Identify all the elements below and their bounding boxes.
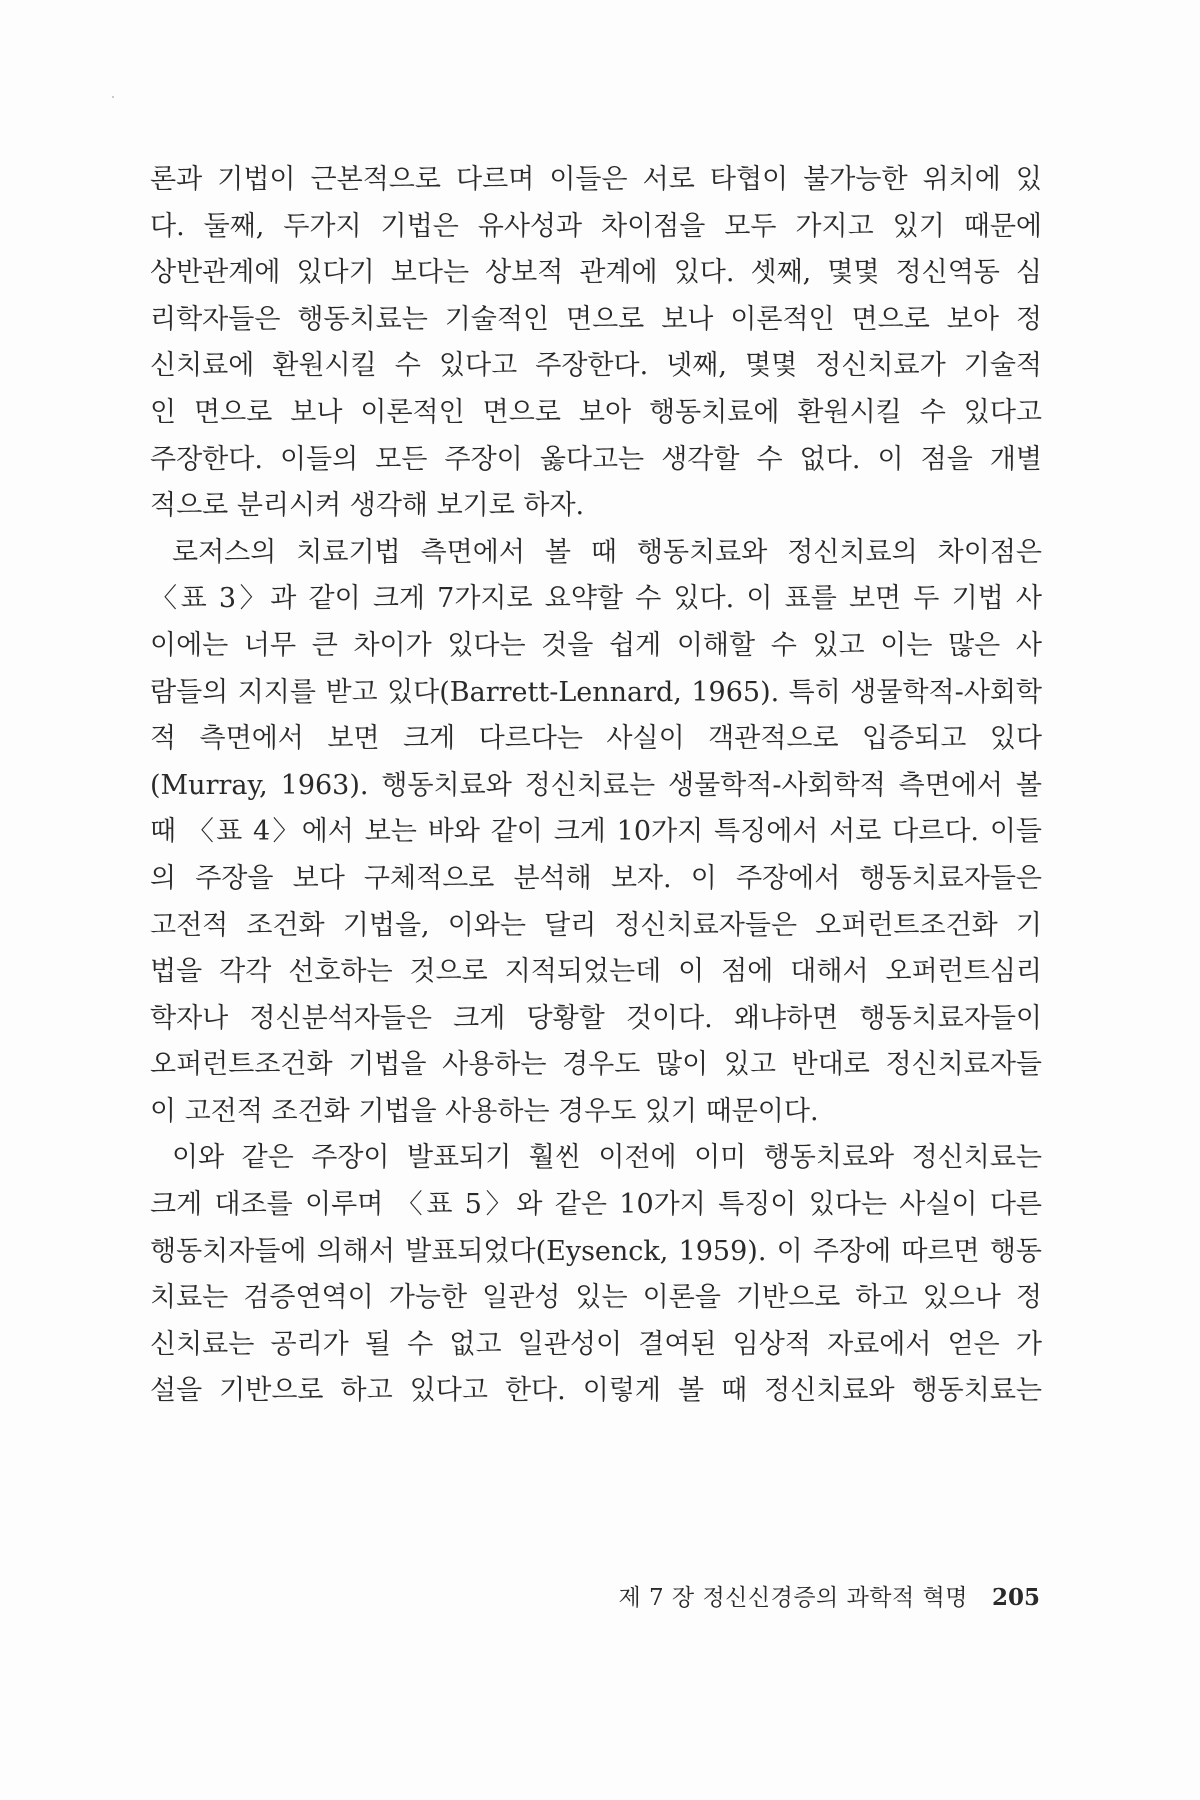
text-line: 신치료는 공리가 될 수 없고 일관성이 결여된 임상적 자료에서 얻은 가 [150, 1328, 1042, 1360]
text-line: 주장한다. 이들의 모든 주장이 옳다고는 생각할 수 없다. 이 점을 개별 [150, 443, 1042, 475]
text-line: 법을 각각 선호하는 것으로 지적되었는데 이 점에 대해서 오퍼런트심리 [150, 956, 1042, 988]
running-header-chapter-title: 제 7 장 정신신경증의 과학적 혁명 [618, 1585, 968, 1611]
text-line: 리학자들은 행동치료는 기술적인 면으로 보나 이론적인 면으로 보아 정 [150, 303, 1042, 335]
body-text [150, 157, 1042, 1415]
page-footer [560, 1579, 1040, 1612]
text-line: 때 〈표 4〉에서 보는 바와 같이 크게 10가지 특징에서 서로 다르다. 이들 [150, 816, 1042, 848]
page-number: 205 [991, 1584, 1040, 1611]
text-line: 인 면으로 보나 이론적인 면으로 보아 행동치료에 환원시킬 수 있다고 [150, 396, 1042, 428]
text-line: 적 측면에서 보면 크게 다르다는 사실이 객관적으로 입증되고 있다 [150, 723, 1042, 755]
paper-speck [112, 96, 114, 98]
text-line: 크게 대조를 이루며 〈표 5〉와 같은 10가지 특징이 있다는 사실이 다른 [150, 1189, 1042, 1221]
text-line: 고전적 조건화 기법을, 이와는 달리 정신치료자들은 오퍼런트조건화 기 [150, 909, 1042, 941]
text-line: 신치료에 환원시킬 수 있다고 주장한다. 넷째, 몇몇 정신치료가 기술적 [150, 350, 1042, 382]
text-line: 상반관계에 있다기 보다는 상보적 관계에 있다. 셋째, 몇몇 정신역동 심 [150, 257, 1042, 289]
text-line: 적으로 분리시켜 생각해 보기로 하자. [150, 490, 585, 522]
text-line: 치료는 검증연역이 가능한 일관성 있는 이론을 기반으로 하고 있으나 정 [150, 1282, 1042, 1314]
text-line: 오퍼런트조건화 기법을 사용하는 경우도 많이 있고 반대로 정신치료자들 [150, 1049, 1042, 1081]
text-line: 학자나 정신분석자들은 크게 당황할 것이다. 왜냐하면 행동치료자들이 [150, 1002, 1042, 1034]
text-line: 론과 기법이 근본적으로 다르며 이들은 서로 타협이 불가능한 위치에 있 [150, 164, 1042, 195]
text-line: 이와 같은 주장이 발표되기 훨씬 이전에 이미 행동치료와 정신치료는 [172, 1142, 1042, 1174]
text-line: 설을 기반으로 하고 있다고 한다. 이렇게 볼 때 정신치료와 행동치료는 [150, 1375, 1042, 1407]
text-line: 이에는 너무 큰 차이가 있다는 것을 쉽게 이해할 수 있고 이는 많은 사 [150, 629, 1042, 661]
text-line: 다. 둘째, 두가지 기법은 유사성과 차이점을 모두 가지고 있기 때문에 [150, 210, 1042, 242]
text-line: 의 주장을 보다 구체적으로 분석해 보자. 이 주장에서 행동치료자들은 [150, 862, 1042, 894]
text-line: 〈표 3〉과 같이 크게 7가지로 요약할 수 있다. 이 표를 보면 두 기법 사 [150, 583, 1042, 615]
text-line: 람들의 지지를 받고 있다(Barrett-Lennard, 1965). 특히 생물학적-사회학 [150, 676, 1042, 708]
text-line: 이 고전적 조건화 기법을 사용하는 경우도 있기 때문이다. [150, 1095, 819, 1127]
text-line: 행동치자들에 의해서 발표되었다(Eysenck, 1959). 이 주장에 따르면 행동 [150, 1235, 1042, 1267]
text-line: 로저스의 치료기법 측면에서 볼 때 행동치료와 정신치료의 차이점은 [172, 536, 1042, 568]
text-line: (Murray, 1963). 행동치료와 정신치료는 생물학적-사회학적 측면에서 볼 [150, 769, 1042, 801]
